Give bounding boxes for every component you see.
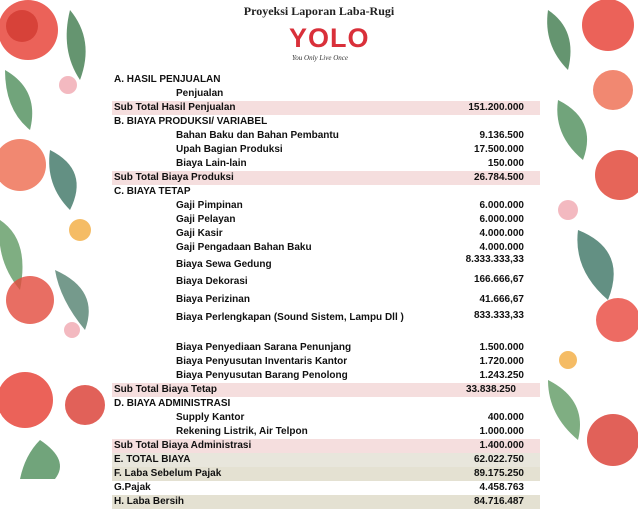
table-row	[112, 255, 540, 271]
row-label: Biaya Lain-lain	[176, 158, 247, 169]
total-value: 84.716.487	[473, 496, 524, 507]
row-label: Supply Kantor	[176, 412, 245, 423]
section-heading	[112, 115, 540, 129]
table-row	[112, 241, 540, 255]
logo-text: YOLO	[289, 23, 370, 53]
flower-pattern-left	[0, 0, 112, 479]
subtotal-row	[112, 171, 540, 185]
subtotal-label: Sub Total Biaya Produksi	[114, 172, 234, 183]
row-label: Gaji Pimpinan	[176, 200, 243, 211]
income-statement-table	[112, 73, 540, 509]
section-heading	[112, 73, 540, 87]
row-value: 833.333,33	[473, 310, 524, 321]
row-value: 4.000.000	[479, 242, 524, 253]
total-value: 89.175.250	[473, 468, 524, 479]
row-label: Penjualan	[176, 88, 224, 99]
table-row	[112, 227, 540, 241]
table-row	[112, 355, 540, 369]
right-floral-decoration	[538, 0, 638, 479]
row-value: 166.666,67	[473, 274, 524, 285]
row-label: Gaji Pengadaan Bahan Baku	[176, 242, 312, 253]
row-value: 9.136.500	[479, 130, 524, 141]
row-value: 1.720.000	[479, 356, 524, 367]
subtotal-label: Sub Total Hasil Penjualan	[114, 102, 236, 113]
total-label: H. Laba Bersih	[114, 496, 185, 507]
total-label: G.Pajak	[114, 482, 151, 493]
row-value: 6.000.000	[479, 214, 524, 225]
total-label: F. Laba Sebelum Pajak	[114, 468, 222, 479]
flower-pattern-right	[538, 0, 638, 479]
row-value: 41.666,67	[479, 294, 524, 305]
section-d-heading: D. BIAYA ADMINISTRASI	[114, 398, 231, 409]
subtotal-label: Sub Total Biaya Tetap	[114, 384, 217, 395]
row-value: 17.500.000	[473, 144, 524, 155]
total-row	[112, 495, 540, 509]
row-label: Biaya Penyediaan Sarana Penunjang	[176, 342, 352, 353]
table-row	[112, 199, 540, 213]
subtotal-value: 26.784.500	[473, 172, 524, 183]
row-label: Biaya Sewa Gedung	[176, 259, 272, 270]
total-label: E. TOTAL BIAYA	[114, 454, 191, 465]
row-value: 6.000.000	[479, 200, 524, 211]
subtotal-value: 33.838.250	[465, 384, 516, 395]
row-label: Biaya Perlengkapan (Sound Sistem, Lampu Dll )	[176, 312, 404, 323]
row-value: 8.333.333,33	[465, 254, 524, 265]
row-value: 1.243.250	[479, 370, 524, 381]
table-row	[112, 213, 540, 227]
table-row	[112, 369, 540, 383]
total-value: 62.022.750	[473, 454, 524, 465]
table-row	[112, 129, 540, 143]
subtotal-row	[112, 439, 540, 453]
total-value: 4.458.763	[479, 482, 524, 493]
row-label: Gaji Kasir	[176, 228, 223, 239]
subtotal-value: 1.400.000	[479, 440, 524, 451]
row-value: 150.000	[487, 158, 524, 169]
table-row	[112, 271, 540, 291]
total-row	[112, 453, 540, 467]
subtotal-label: Sub Total Biaya Administrasi	[114, 440, 252, 451]
table-row	[112, 87, 540, 101]
row-label: Bahan Baku dan Bahan Pembantu	[176, 130, 339, 141]
row-label: Upah Bagian Produksi	[176, 144, 283, 155]
section-a-heading: A. HASIL PENJUALAN	[114, 74, 221, 85]
row-label: Biaya Dekorasi	[176, 276, 248, 287]
row-label: Gaji Pelayan	[176, 214, 236, 225]
row-value: 1.000.000	[479, 426, 524, 437]
section-c-heading: C. BIAYA TETAP	[114, 186, 191, 197]
table-row	[112, 309, 540, 341]
yolo-logo	[289, 23, 370, 53]
table-row	[112, 341, 540, 355]
table-row	[112, 143, 540, 157]
row-label: Rekening Listrik, Air Telpon	[176, 426, 308, 437]
row-value: 4.000.000	[479, 228, 524, 239]
table-row	[112, 425, 540, 439]
row-label: Biaya Penyusutan Inventaris Kantor	[176, 356, 348, 367]
section-heading	[112, 185, 540, 199]
total-row	[112, 481, 540, 495]
table-row	[112, 291, 540, 309]
subtotal-row	[112, 101, 540, 115]
row-label: Biaya Perizinan	[176, 294, 250, 305]
page-title: Proyeksi Laporan Laba-Rugi	[243, 4, 395, 18]
subtotal-value: 151.200.000	[468, 102, 524, 113]
table-row	[112, 157, 540, 171]
table-row	[112, 411, 540, 425]
section-heading	[112, 397, 540, 411]
logo-tagline: You Only Live Once	[292, 54, 348, 62]
row-value: 1.500.000	[479, 342, 524, 353]
row-label: Biaya Penyusutan Barang Penolong	[176, 370, 348, 381]
section-b-heading: B. BIAYA PRODUKSI/ VARIABEL	[114, 116, 268, 127]
subtotal-row	[112, 383, 540, 397]
left-floral-decoration	[0, 0, 112, 479]
row-value: 400.000	[487, 412, 524, 423]
